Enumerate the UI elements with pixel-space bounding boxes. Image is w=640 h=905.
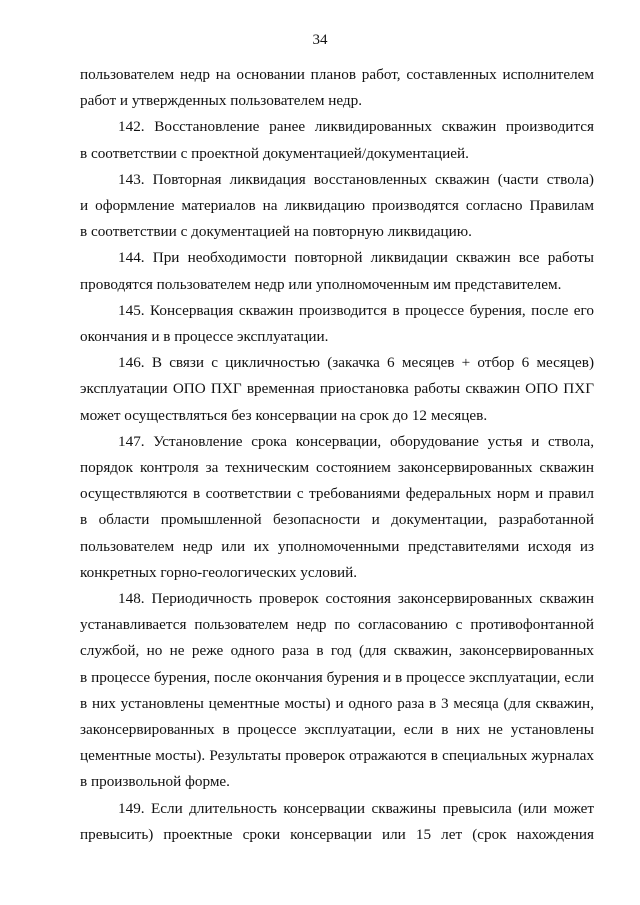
paragraph-line: службой, но не реже одного раза в год (для скважин, законсервированных (80, 642, 594, 660)
paragraph-line: порядок контроля за техническим состоянием законсервированных скважин (80, 459, 594, 477)
paragraph-line: пользователем недр на основании планов работ, составленных исполнителем (80, 66, 594, 83)
document-body (80, 62, 594, 848)
paragraph-line: в соответствии с документацией на повторную ликвидацию. (80, 223, 472, 241)
paragraph-line: эксплуатации ОПО ПХГ временная приостановка работы скважин ОПО ПХГ (80, 380, 594, 398)
paragraph (80, 350, 594, 429)
paragraph-line: цементные мосты). Результаты проверок отражаются в специальных журналах (80, 747, 594, 765)
paragraph-line: законсервированных в процессе эксплуатации, если в них не установлены (80, 721, 594, 739)
page-number: 34 (312, 32, 328, 48)
paragraph (80, 62, 594, 114)
paragraph (80, 245, 594, 297)
paragraph-line: осуществляются в соответствии с требованиями федеральных норм и правил (80, 485, 594, 503)
paragraph-line: пользователем недр или их уполномоченными представителями исходя из (80, 537, 594, 555)
paragraph-line: 143. Повторная ликвидация восстановленных скважин (части ствола) (118, 170, 594, 188)
paragraph-line: устанавливается пользователем недр по согласованию с противофонтанной (80, 616, 594, 634)
paragraph-line: 144. При необходимости повторной ликвидации скважин все работы (118, 249, 594, 267)
paragraph-line: в соответствии с проектной документацией/документацией. (80, 144, 469, 162)
paragraph-line: работ и утвержденных пользователем недр. (80, 92, 363, 110)
paragraph-line: 145. Консервация скважин производится в процессе бурения, после его (118, 301, 594, 319)
paragraph (80, 429, 594, 586)
paragraph-line: 148. Периодичность проверок состояния законсервированных скважин (118, 590, 594, 608)
paragraph-line: 147. Установление срока консервации, оборудование устья и ствола, (118, 432, 594, 450)
paragraph-line: проводятся пользователем недр или уполномоченным им представителем. (80, 275, 562, 293)
paragraph (80, 114, 594, 166)
paragraph-line: в произвольной форме. (80, 773, 230, 791)
paragraph-line: и оформление материалов на ликвидацию производятся согласно Правилам (80, 197, 594, 215)
paragraph-line: в процессе бурения, после окончания бурения и в процессе эксплуатации, если (80, 668, 594, 686)
paragraph-line: может осуществляться без консервации на срок до 12 месяцев. (80, 406, 488, 424)
paragraph-line: 142. Восстановление ранее ликвидированных скважин производится (118, 118, 594, 136)
paragraph-line: окончания и в процессе эксплуатации. (80, 328, 329, 346)
paragraph (80, 167, 594, 246)
paragraph-line: в области промышленной безопасности и документации, разработанной (80, 511, 594, 529)
paragraph (80, 796, 594, 848)
paragraph-line: в них установлены цементные мосты) и одного раза в 3 месяца (для скважин, (80, 694, 594, 712)
paragraph-line: конкретных горно-геологических условий. (80, 563, 358, 581)
paragraph (80, 298, 594, 350)
paragraph-line: 149. Если длительность консервации скважины превысила (или может (118, 799, 594, 817)
paragraph-line: 146. В связи с цикличностью (закачка 6 месяцев + отбор 6 месяцев) (118, 354, 594, 372)
paragraph-line: превысить) проектные сроки консервации или 15 лет (срок нахождения (80, 825, 594, 843)
paragraph (80, 586, 594, 796)
